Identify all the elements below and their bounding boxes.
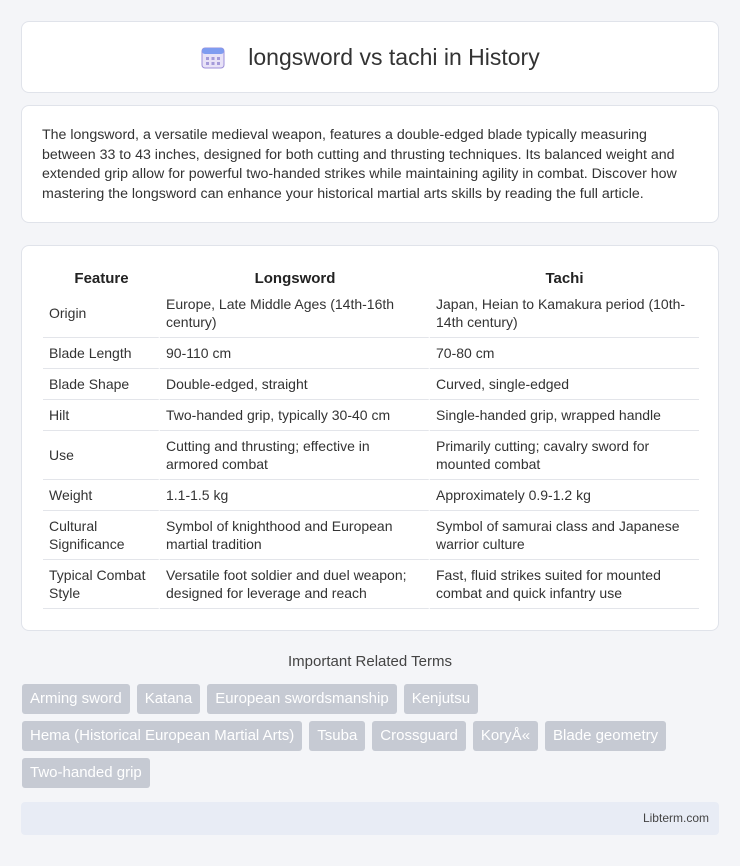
related-terms-title: Important Related Terms <box>288 653 452 670</box>
header-longsword: Longsword <box>254 270 336 287</box>
footer <box>21 802 719 835</box>
table-cell: Versatile foot soldier and duel weapon; designed for leverage and reach <box>160 560 430 609</box>
table-row <box>43 431 699 480</box>
related-term-tag[interactable]: Crossguard <box>372 721 466 751</box>
table-cell: Cultural Significance <box>43 511 160 560</box>
table-cell: Blade Length <box>43 338 160 369</box>
table-row <box>43 560 699 609</box>
related-term-tag[interactable]: Tsuba <box>309 721 365 751</box>
table-cell: Symbol of samurai class and Japanese warrior culture <box>430 511 699 560</box>
related-terms-list <box>22 684 722 795</box>
comparison-table <box>43 264 699 609</box>
intro-card <box>21 105 719 223</box>
table-row <box>43 289 699 338</box>
related-term-tag[interactable]: Blade geometry <box>545 721 666 751</box>
related-term-tag[interactable]: KoryÅ« <box>473 721 538 751</box>
table-cell: Fast, fluid strikes suited for mounted combat and quick infantry use <box>430 560 699 609</box>
related-term-tag[interactable]: European swordsmanship <box>207 684 396 714</box>
table-cell: Single-handed grip, wrapped handle <box>430 400 699 431</box>
table-cell: Two-handed grip, typically 30-40 cm <box>160 400 430 431</box>
intro-text: The longsword, a versatile medieval weapon, features a double-edged blade typically measuring between 33 to 43 inches, designed for both cutting and thrusting techniques. Its balanced weight and extended grip allow for powerful two-handed strikes while maintaining agility in combat. Discover how mastering the longsword can enhance your historical martial arts skills by reading the full article. <box>42 127 677 202</box>
table-row <box>43 400 699 431</box>
header-tachi: Tachi <box>545 270 584 287</box>
table-cell: Blade Shape <box>43 369 160 400</box>
calendar-icon <box>200 44 226 70</box>
table-row <box>43 369 699 400</box>
header-feature: Feature <box>74 270 129 287</box>
related-term-tag[interactable]: Kenjutsu <box>404 684 478 714</box>
table-cell: Europe, Late Middle Ages (14th-16th century) <box>160 289 430 338</box>
table-cell: Origin <box>43 289 160 338</box>
table-row <box>43 511 699 560</box>
table-cell: 70-80 cm <box>430 338 699 369</box>
table-row <box>43 338 699 369</box>
table-cell: Cutting and thrusting; effective in armored combat <box>160 431 430 480</box>
table-cell: Curved, single-edged <box>430 369 699 400</box>
table-row <box>43 480 699 511</box>
comparison-card <box>21 245 719 631</box>
related-term-tag[interactable]: Hema (Historical European Martial Arts) <box>22 721 302 751</box>
table-cell: 90-110 cm <box>160 338 430 369</box>
page-title: longsword vs tachi in History <box>248 43 540 70</box>
table-cell: Double-edged, straight <box>160 369 430 400</box>
table-cell: Approximately 0.9-1.2 kg <box>430 480 699 511</box>
table-cell: 1.1-1.5 kg <box>160 480 430 511</box>
footer-link[interactable]: Libterm.com <box>642 811 709 825</box>
table-cell: Primarily cutting; cavalry sword for mounted combat <box>430 431 699 480</box>
title-card <box>21 21 719 93</box>
table-cell: Japan, Heian to Kamakura period (10th-14th century) <box>430 289 699 338</box>
table-cell: Use <box>43 431 160 480</box>
related-term-tag[interactable]: Two-handed grip <box>22 758 150 788</box>
related-term-tag[interactable]: Katana <box>137 684 201 714</box>
table-cell: Typical Combat Style <box>43 560 160 609</box>
table-cell: Symbol of knighthood and European martial tradition <box>160 511 430 560</box>
table-cell: Hilt <box>43 400 160 431</box>
related-term-tag[interactable]: Arming sword <box>22 684 130 714</box>
table-cell: Weight <box>43 480 160 511</box>
